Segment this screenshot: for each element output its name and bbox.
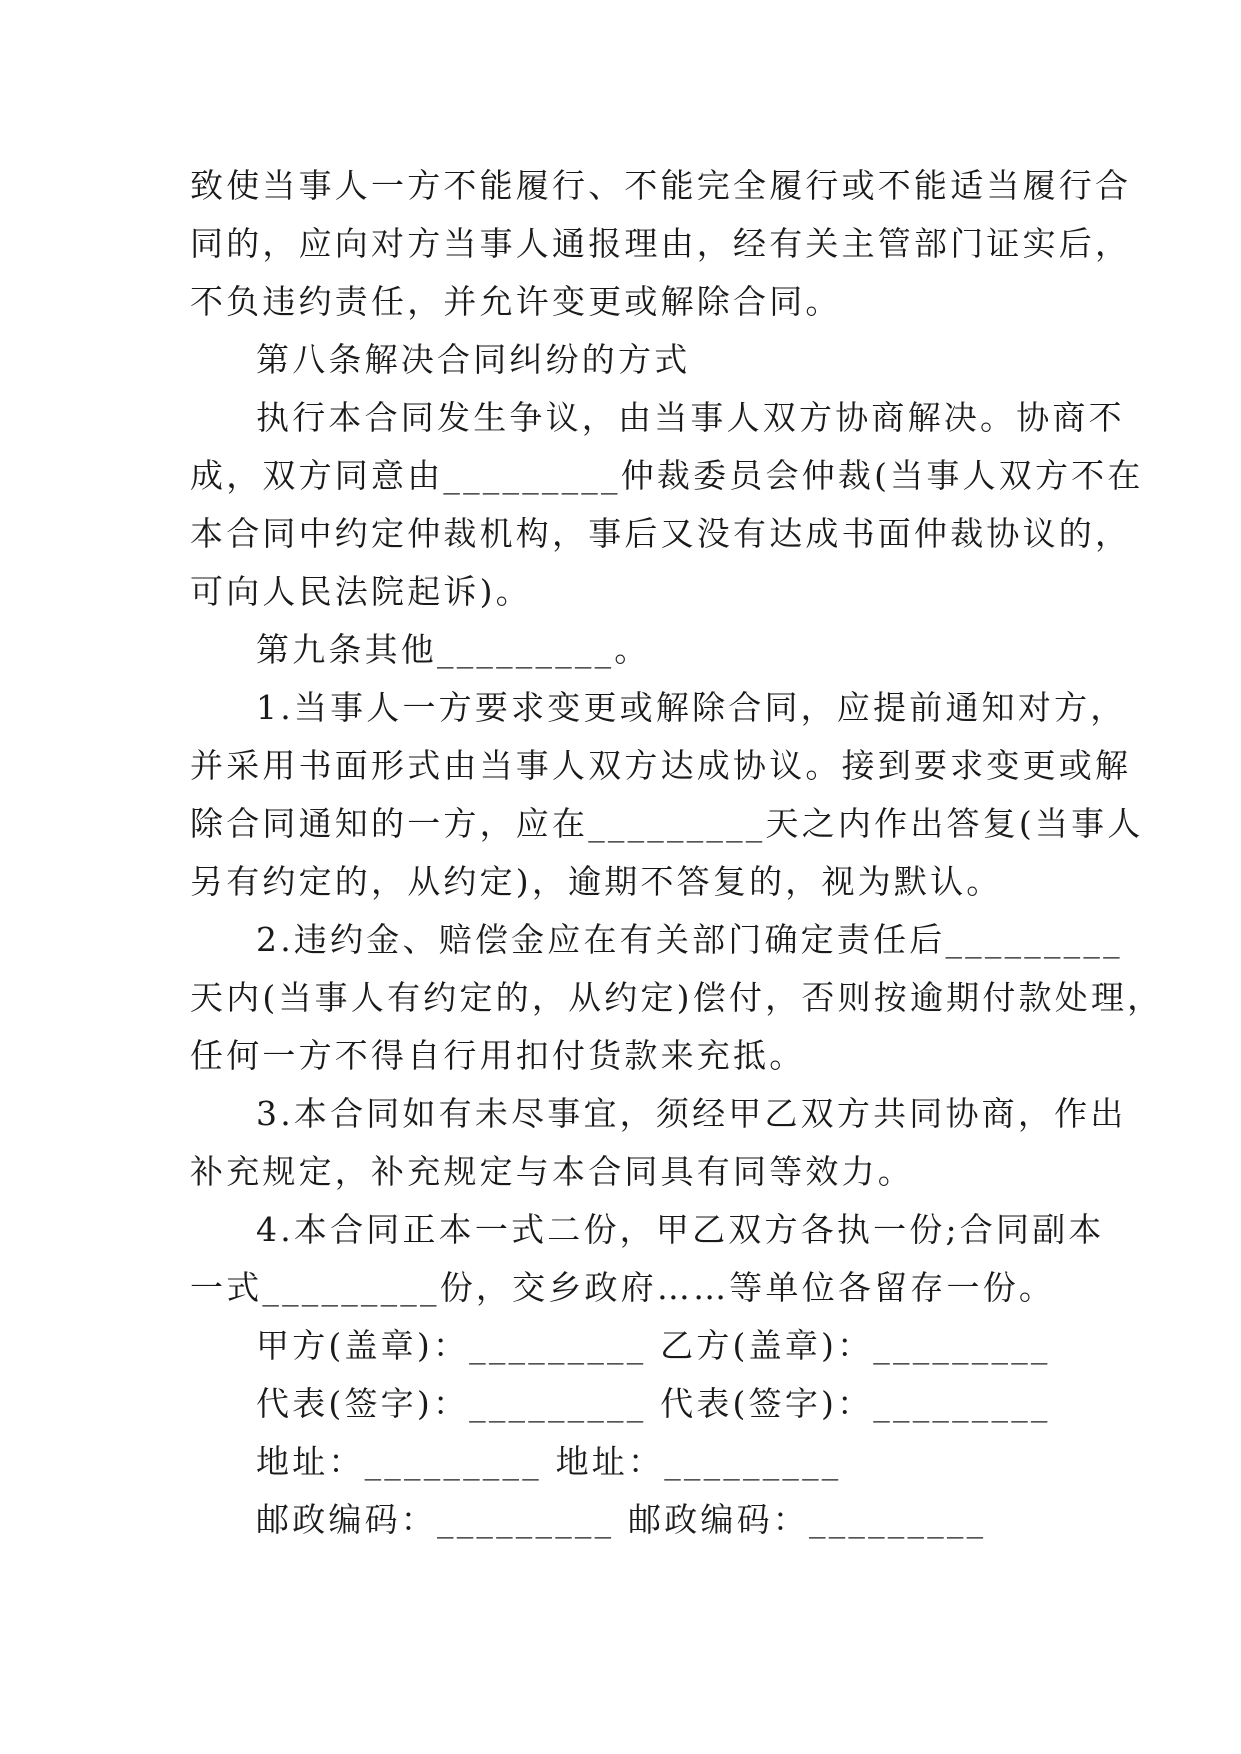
text-line: 不负违约责任，并允许变更或解除合同。 <box>190 282 842 321</box>
text-line: 天内(当事人有约定的，从约定)偿付，否则按逾期付款处理， <box>190 978 1164 1017</box>
text-line: 一式_________份，交乡政府……等单位各留存一份。 <box>190 1268 1056 1307</box>
article-heading: 第九条其他_________。 <box>256 630 651 669</box>
text-line: 补充规定，补充规定与本合同具有同等效力。 <box>190 1152 914 1191</box>
text-line: 本合同中约定仲裁机构，事后又没有达成书面仲裁协议的， <box>190 514 1132 553</box>
text-line: 致使当事人一方不能履行、不能完全履行或不能适当履行合 <box>190 166 1132 205</box>
article-heading: 第八条解决合同纠纷的方式 <box>256 340 691 379</box>
text-line: 3.本合同如有未尽事宜，须经甲乙双方共同协商，作出 <box>256 1094 1127 1133</box>
signature-line-postcode: 邮政编码：_________ 邮政编码：_________ <box>256 1500 987 1539</box>
signature-line-party: 甲方(盖章)：_________ 乙方(盖章)：_________ <box>256 1326 1051 1365</box>
text-line: 4.本合同正本一式二份，甲乙双方各执一份;合同副本 <box>256 1210 1105 1249</box>
text-line: 同的，应向对方当事人通报理由，经有关主管部门证实后， <box>190 224 1132 263</box>
text-line: 除合同通知的一方，应在_________天之内作出答复(当事人 <box>190 804 1144 843</box>
text-line: 2.违约金、赔偿金应在有关部门确定责任后_________ <box>256 920 1123 959</box>
text-line: 任何一方不得自行用扣付货款来充抵。 <box>190 1036 806 1075</box>
text-line: 另有约定的，从约定)，逾期不答复的，视为默认。 <box>190 862 1003 901</box>
text-line: 1.当事人一方要求变更或解除合同，应提前通知对方， <box>256 688 1127 727</box>
text-line: 成，双方同意由_________仲裁委员会仲裁(当事人双方不在 <box>190 456 1144 495</box>
signature-line-address: 地址：_________ 地址：_________ <box>256 1442 842 1481</box>
signature-line-representative: 代表(签字)：_________ 代表(签字)：_________ <box>256 1384 1051 1423</box>
text-line: 执行本合同发生争议，由当事人双方协商解决。协商不 <box>256 398 1125 437</box>
document-body <box>190 157 1164 1549</box>
text-line: 并采用书面形式由当事人双方达成协议。接到要求变更或解 <box>190 746 1132 785</box>
text-line: 可向人民法院起诉)。 <box>190 572 532 611</box>
